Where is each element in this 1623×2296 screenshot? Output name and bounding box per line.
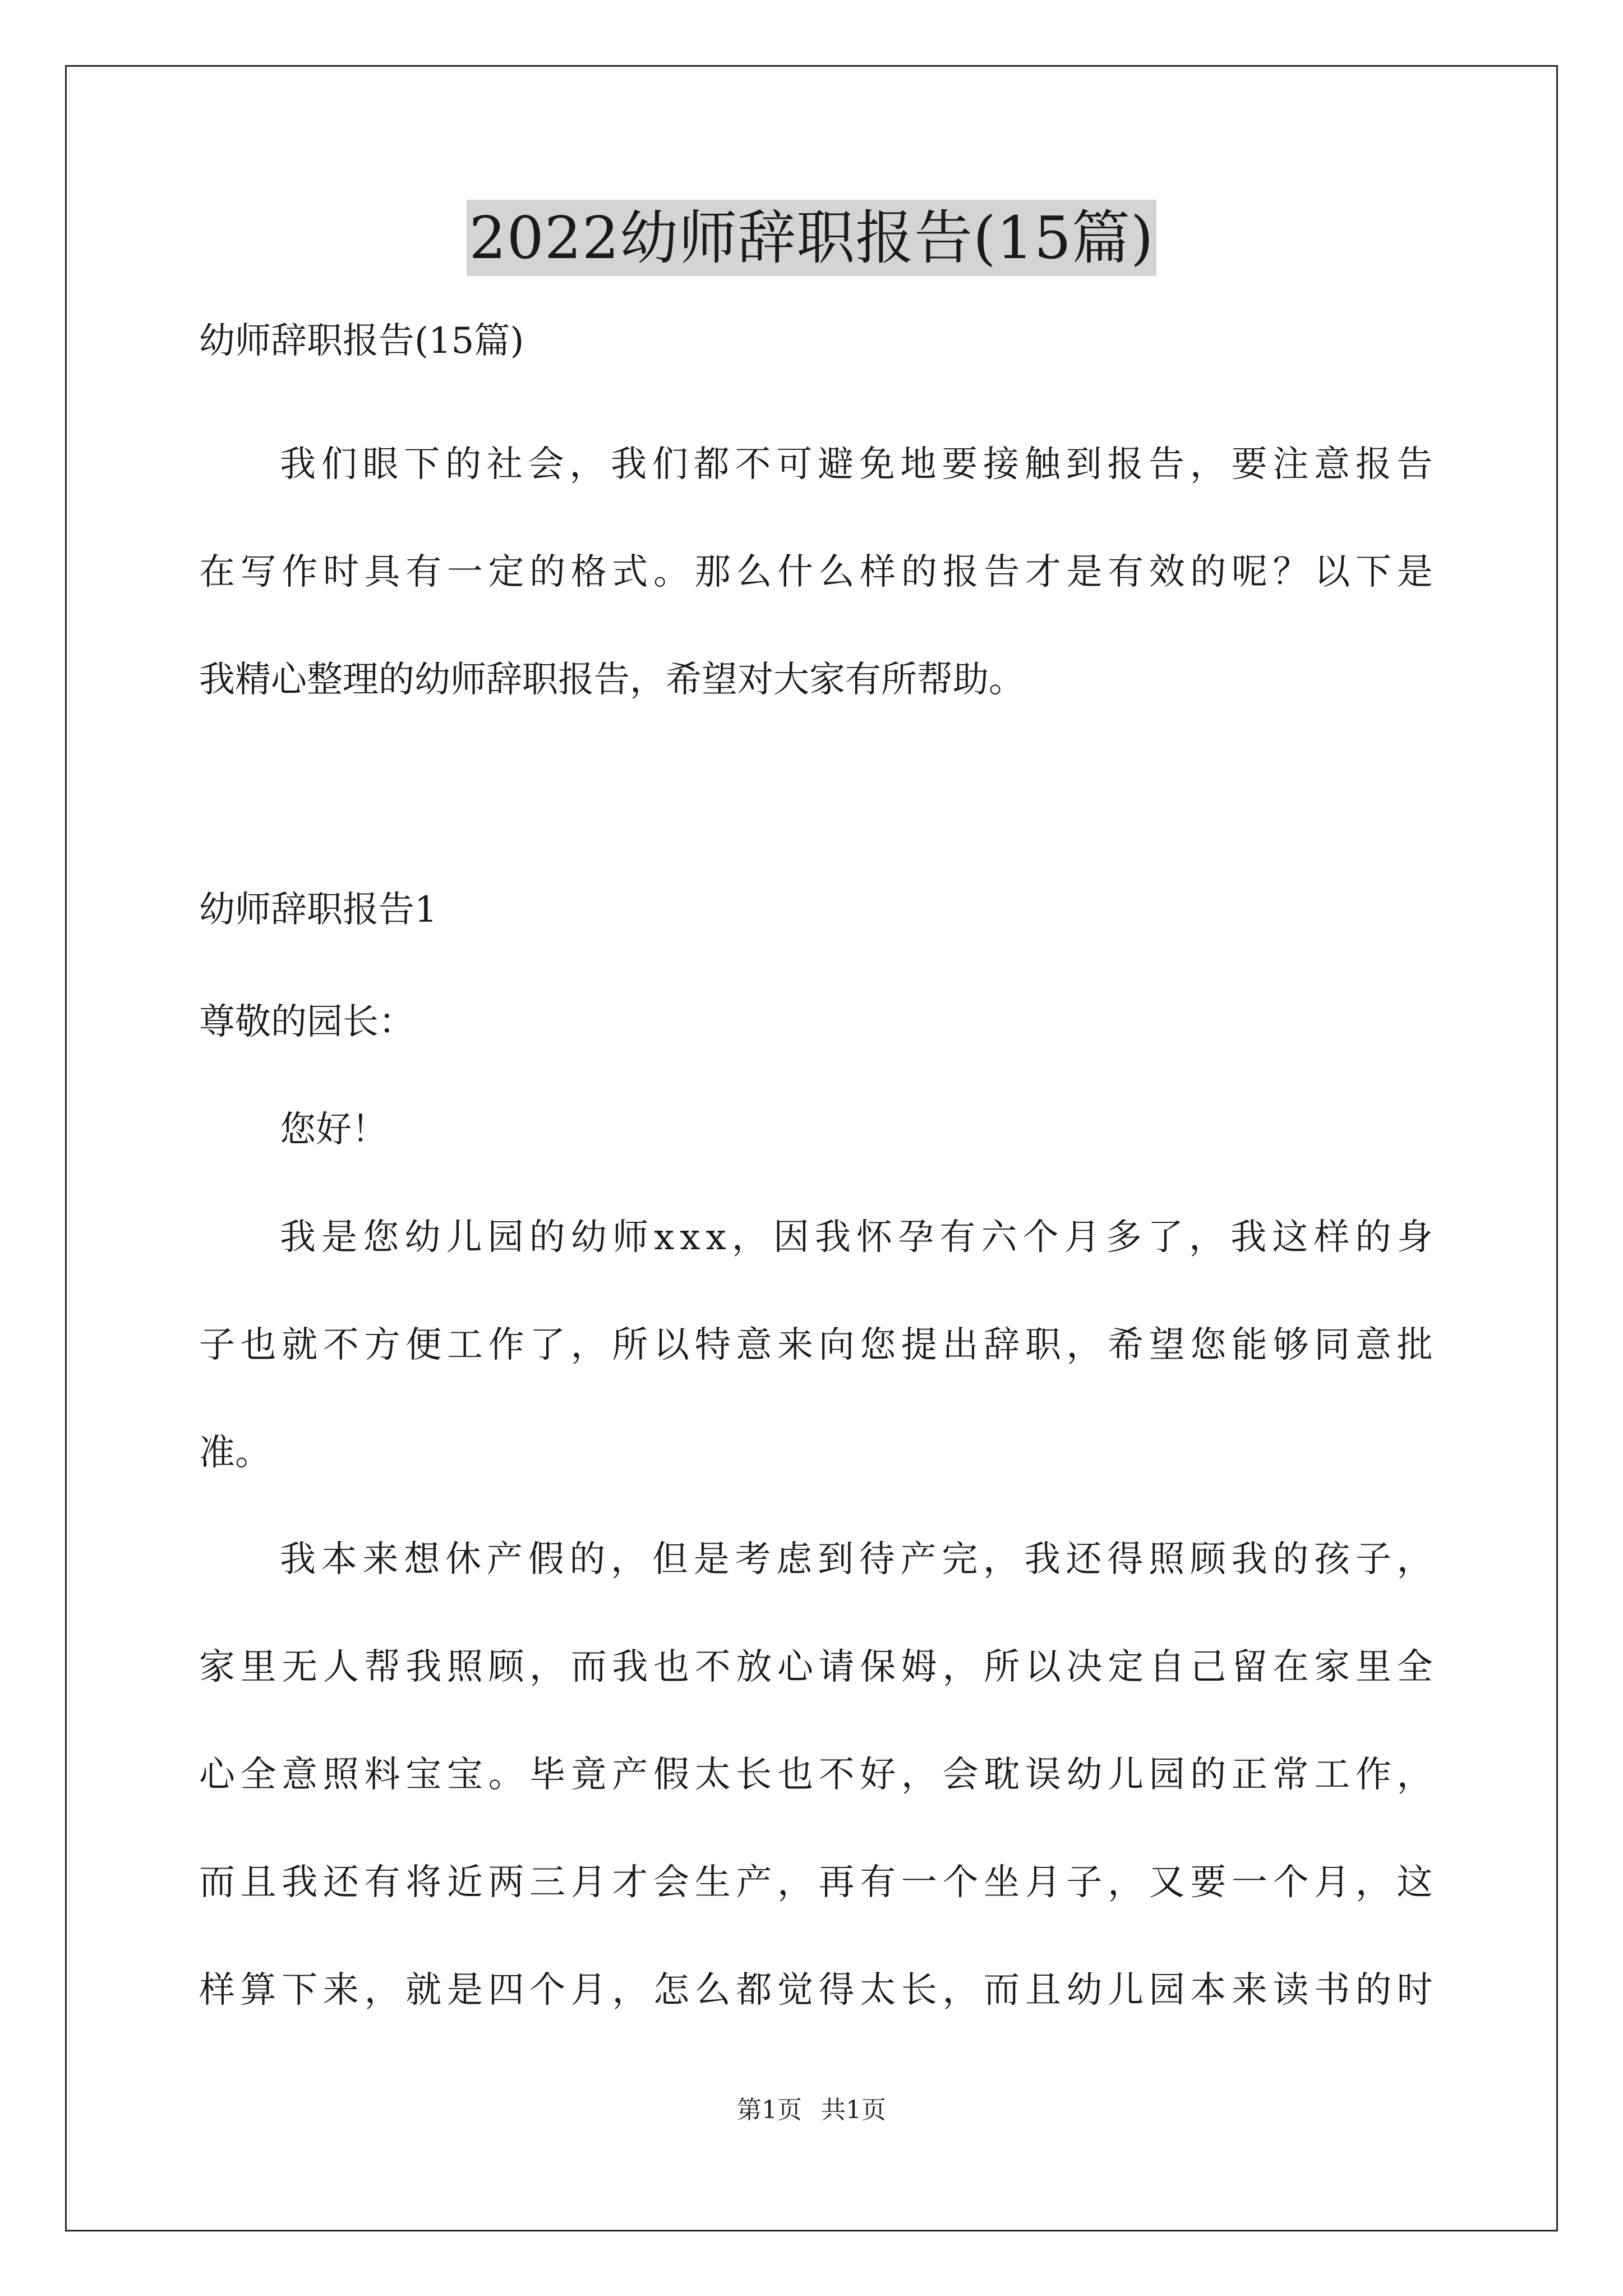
page-current: 第1页 xyxy=(737,2096,802,2124)
intro-line-2: 在 写 作 时 具 有 一 定 的 格 式 。 那 么 什 么 样 的 报 告 才 是 有 效 的 呢 ？ 以 下 是 xyxy=(199,551,1433,593)
paragraph1-line-1: 我 是 您 幼 儿 园 的 幼 师 x x x ， 因 我 怀 孕 有 六 个 月 多 了 ， 我 这 样 的 身 xyxy=(280,1217,1433,1258)
paragraph2-line-3: 心 全 意 照 料 宝 宝 。 毕 竟 产 假 太 长 也 不 好 ， 会 耽 误 幼 儿 园 的 正 常 工 作 ， xyxy=(199,1754,1433,1796)
section-heading: 幼师辞职报告1 xyxy=(199,889,437,931)
paragraph2-line-4: 而 且 我 还 有 将 近 两 三 月 才 会 生 产 ， 再 有 一 个 坐 月 子 ， 又 要 一 个 月 ， 这 xyxy=(199,1862,1433,1903)
paragraph1-line-3: 准。 xyxy=(199,1432,271,1474)
document-title: 2022幼师辞职报告(15篇) xyxy=(467,200,1156,276)
paragraph2-line-5: 样 算 下 来 ， 就 是 四 个 月 ， 怎 么 都 觉 得 太 长 ， 而 且 幼 儿 园 本 来 读 书 的 时 xyxy=(199,1970,1433,2011)
page-footer xyxy=(0,2093,1623,2127)
salutation: 尊敬的园长： xyxy=(199,1001,414,1043)
intro-line-1: 我 们 眼 下 的 社 会 ， 我 们 都 不 可 避 免 地 要 接 触 到 报 告 ， 要 注 意 报 告 xyxy=(280,444,1433,485)
intro-line-3: 我精心整理的幼师辞职报告，希望对大家有所帮助。 xyxy=(199,659,1025,701)
page-total: 共1页 xyxy=(821,2096,886,2124)
paragraph2-line-1: 我 本 来 想 休 产 假 的 ， 但 是 考 虑 到 待 产 完 ， 我 还 得 照 顾 我 的 孩 子 ， xyxy=(280,1539,1433,1580)
greeting: 您好！ xyxy=(280,1109,388,1151)
paragraph2-line-2: 家 里 无 人 帮 我 照 顾 ， 而 我 也 不 放 心 请 保 姆 ， 所 以 决 定 自 己 留 在 家 里 全 xyxy=(199,1646,1433,1688)
paragraph1-line-2: 子 也 就 不 方 便 工 作 了 ， 所 以 特 意 来 向 您 提 出 辞 职 ， 希 望 您 能 够 同 意 批 xyxy=(199,1324,1433,1366)
document-subtitle: 幼师辞职报告(15篇) xyxy=(199,320,524,362)
title-container xyxy=(0,200,1623,276)
